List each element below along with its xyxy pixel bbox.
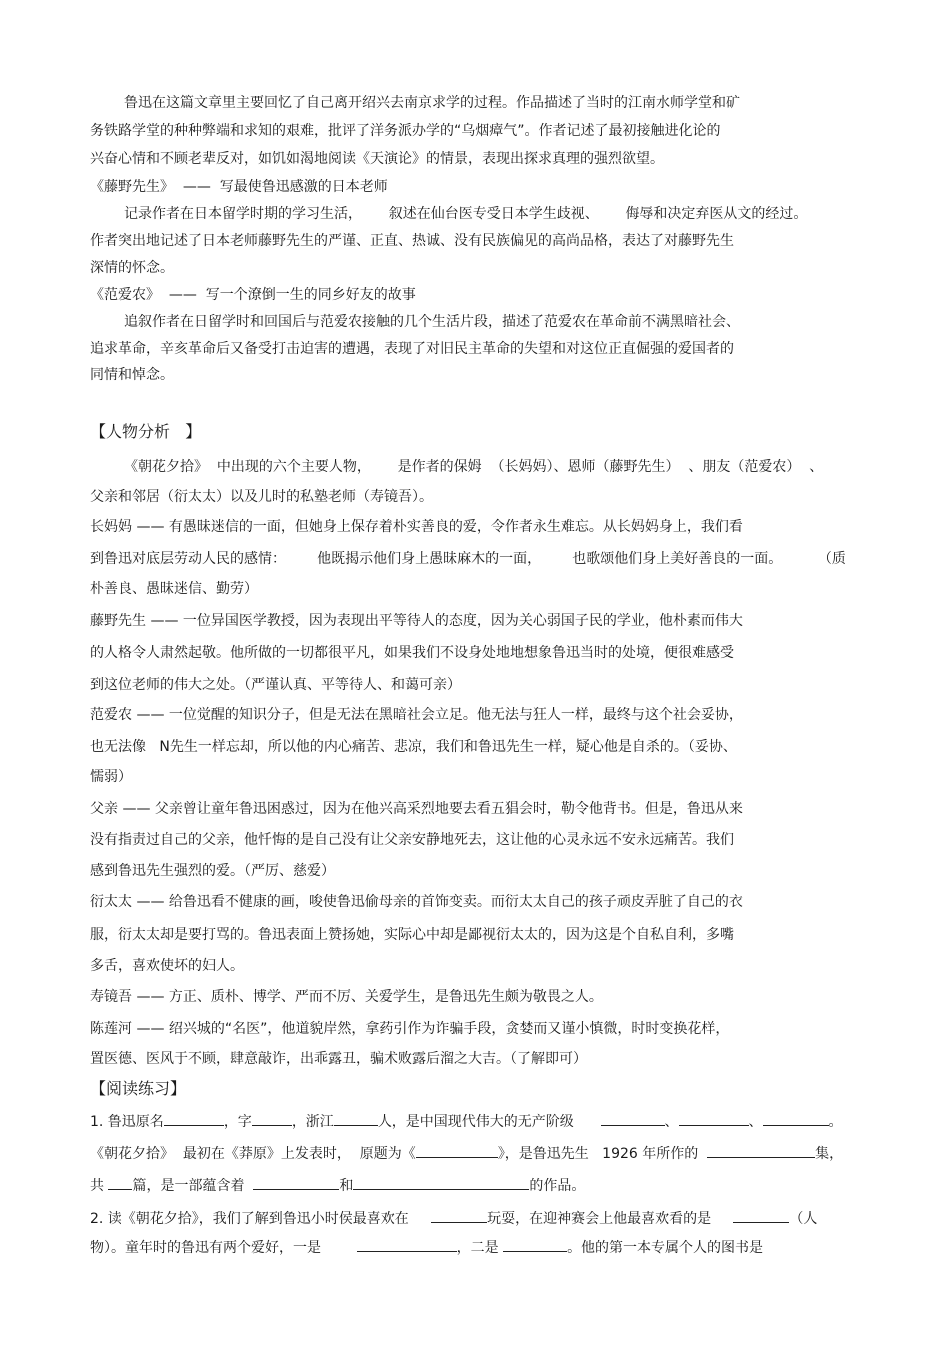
- text-line: 也无法像 N先生一样忘却，所以他的内心痛苦、悲凉，我们和鲁迅先生一样，疑心他是自杀的。（妥协、: [90, 739, 737, 755]
- answer-blank[interactable]: [164, 1111, 224, 1126]
- text-line: 朴善良、愚昧迷信、勤劳）: [90, 581, 258, 597]
- text-line: 到这位老师的伟大之处。（严谨认真、平等待人、和蔼可亲）: [90, 677, 461, 693]
- question-text: 玩耍，在迎神赛会上他最喜欢看的是: [487, 1211, 712, 1227]
- text-line: 兴奋心情和不顾老辈反对，如饥如渴地阅读《天演论》的情景，表现出探求真理的强烈欲望。: [90, 151, 664, 167]
- question-text: 共: [90, 1178, 104, 1194]
- text-line: 深情的怀念。: [90, 260, 174, 276]
- question-text: 集，: [815, 1146, 844, 1162]
- answer-blank[interactable]: [733, 1208, 789, 1223]
- section-heading: 【人物分析 】: [90, 422, 202, 441]
- answer-blank[interactable]: [679, 1111, 749, 1126]
- text-line: 藤野先生 —— 一位异国医学教授，因为表现出平等待人的态度，因为关心弱国子民的学业，他朴素而伟大: [90, 613, 743, 629]
- text-line: 记录作者在日本留学时期的学习生活， 叙述在仙台医专受日本学生歧视、 侮辱和决定弃医从文的经过。: [124, 206, 808, 222]
- question-text: 》，是鲁迅先生 1926 年所作的: [497, 1146, 699, 1162]
- question-text: 。: [828, 1114, 843, 1130]
- text-line: 追求革命，辛亥革命后又备受打击迫害的遭遇，表现了对旧民主革命的失望和对这位正直倔强的爱国者的: [90, 341, 734, 357]
- question-text: 物）。童年时的鲁迅有两个爱好，一是: [90, 1240, 321, 1256]
- text-line: 同情和悼念。: [90, 367, 174, 383]
- question-text: ，二是: [456, 1240, 499, 1256]
- text-line: 父亲和邻居（衍太太）以及儿时的私塾老师（寿镜吾）。: [90, 489, 433, 505]
- question-text: 、: [748, 1114, 763, 1130]
- question-text: 的作品。: [529, 1178, 586, 1194]
- question-line: [90, 1208, 817, 1228]
- question-text: ，字: [223, 1114, 252, 1130]
- question-line: [90, 1143, 843, 1163]
- text-line: 追叙作者在日留学时和回国后与范爱农接触的几个生活片段，描述了范爱农在革命前不满黑暗社会、: [124, 314, 740, 330]
- question-text: 2. 读《朝花夕拾》，我们了解到鲁迅小时侯最喜欢在: [90, 1211, 409, 1227]
- text-line: 衍太太 —— 给鲁迅看不健康的画，唆使鲁迅偷母亲的首饰变卖。而衍太太自己的孩子顽皮弄脏了自己的衣: [90, 894, 743, 910]
- question-text: 篇，是一部蕴含着: [132, 1178, 245, 1194]
- answer-blank[interactable]: [252, 1111, 292, 1126]
- section-title: 《范爱农》 —— 写一个潦倒一生的同乡好友的故事: [90, 287, 416, 303]
- question-text: 、: [664, 1114, 679, 1130]
- answer-blank[interactable]: [763, 1111, 829, 1126]
- text-line: 父亲 —— 父亲曾让童年鲁迅困惑过，因为在他兴高采烈地要去看五猖会时，勒令他背书。但是，鲁迅从来: [90, 801, 743, 817]
- question-text: 和: [339, 1178, 354, 1194]
- text-line: 长妈妈 —— 有愚昧迷信的一面，但她身上保存着朴实善良的爱，令作者永生难忘。从长妈妈身上，我们看: [90, 519, 743, 535]
- question-text: 1. 鲁迅原名: [90, 1114, 164, 1130]
- text-line: 感到鲁迅先生强烈的爱。（严厉、慈爱）: [90, 863, 335, 879]
- answer-blank[interactable]: [416, 1143, 498, 1158]
- answer-blank[interactable]: [357, 1237, 457, 1252]
- answer-blank[interactable]: [353, 1175, 529, 1190]
- text-line: 置医德、医风于不顾，肆意敲诈，出乖露丑，骗术败露后溜之大吉。（了解即可）: [90, 1051, 587, 1067]
- text-line: 鲁迅在这篇文章里主要回忆了自己离开绍兴去南京求学的过程。作品描述了当时的江南水师学堂和矿: [124, 95, 740, 111]
- question-text: 人，是中国现代伟大的无产阶级: [377, 1114, 574, 1130]
- question-text: （人: [789, 1211, 818, 1227]
- section-title: 《藤野先生》 —— 写最使鲁迅感激的日本老师: [90, 179, 388, 195]
- text-line: 陈莲河 —— 绍兴城的“名医”，他道貌岸然，拿药引作为诈骗手段，贪婪而又谨小慎微，时时变换花样，: [90, 1021, 730, 1037]
- question-line: [90, 1175, 585, 1195]
- text-line: 到鲁迅对底层劳动人民的感情： 他既揭示他们身上愚昧麻木的一面， 也歌颂他们身上美好善良的一面。 （质: [90, 551, 846, 567]
- section-heading: 【阅读练习】: [90, 1079, 187, 1098]
- answer-blank[interactable]: [334, 1111, 378, 1126]
- text-line: 《朝花夕拾》 中出现的六个主要人物， 是作者的保姆 （长妈妈）、恩师（藤野先生） 、朋友（范爱农） 、: [124, 459, 824, 475]
- answer-blank[interactable]: [707, 1143, 815, 1158]
- text-line: 多舌，喜欢使坏的妇人。: [90, 958, 244, 974]
- text-line: 没有指责过自己的父亲，他忏悔的是自己没有让父亲安静地死去，这让他的心灵永远不安永远痛苦。我们: [90, 832, 734, 848]
- text-line: 作者突出地记述了日本老师藤野先生的严谨、正直、热诚、没有民族偏见的高尚品格，表达了对藤野先生: [90, 233, 734, 249]
- text-line: 服，衍太太却是要打骂的。鲁迅表面上赞扬她，实际心中却是鄙视衍太太的，因为这是个自私自利，多嘴: [90, 927, 734, 943]
- answer-blank[interactable]: [253, 1175, 339, 1190]
- text-line: 懦弱）: [90, 769, 132, 785]
- answer-blank[interactable]: [503, 1237, 567, 1252]
- text-line: 的人格令人肃然起敬。他所做的一切都很平凡，如果我们不设身处地地想象鲁迅当时的处境，便很难感受: [90, 645, 734, 661]
- question-text: 。他的第一本专属个人的图书是: [567, 1240, 764, 1256]
- text-line: 范爱农 —— 一位觉醒的知识分子，但是无法在黑暗社会立足。他无法与狂人一样，最终与这个社会妥协，: [90, 707, 743, 723]
- text-line: 务铁路学堂的种种弊端和求知的艰难，批评了洋务派办学的“乌烟瘴气”。作者记述了最初接触进化论的: [90, 123, 721, 139]
- answer-blank[interactable]: [108, 1175, 132, 1190]
- answer-blank[interactable]: [431, 1208, 487, 1223]
- question-text: ，浙江: [291, 1114, 334, 1130]
- question-text: 《朝花夕拾》 最初在《莽原》上发表时， 原题为《: [90, 1146, 416, 1162]
- question-line: [90, 1237, 763, 1257]
- text-line: 寿镜吾 —— 方正、质朴、博学、严而不厉、关爱学生，是鲁迅先生颇为敬畏之人。: [90, 989, 603, 1005]
- question-line: [90, 1111, 843, 1131]
- answer-blank[interactable]: [601, 1111, 665, 1126]
